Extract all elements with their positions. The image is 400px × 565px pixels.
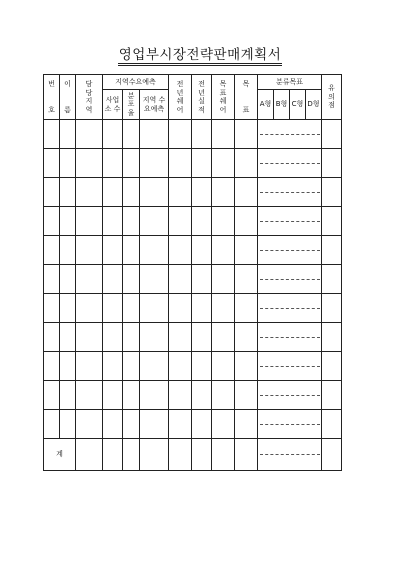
blank-cell: [103, 410, 123, 439]
table-row: [44, 323, 342, 352]
blank-cell: [123, 352, 140, 381]
blank-cell: [212, 178, 235, 207]
header-target-share: 목표쉐어: [212, 75, 235, 120]
blank-cell: [103, 178, 123, 207]
blank-cell: [76, 178, 103, 207]
blank-cell: [60, 352, 76, 381]
remarks-cell: [322, 149, 342, 178]
blank-cell: [192, 149, 212, 178]
blank-cell: [123, 236, 140, 265]
blank-cell: [169, 149, 192, 178]
classification-cell: [258, 120, 322, 149]
blank-cell: [60, 120, 76, 149]
blank-cell: [60, 410, 76, 439]
blank-cell: [60, 236, 76, 265]
blank-cell: [103, 120, 123, 149]
header-type-d: D형: [306, 90, 322, 120]
blank-cell: [76, 120, 103, 149]
blank-cell: [76, 207, 103, 236]
remarks-cell: [322, 410, 342, 439]
blank-cell: [76, 410, 103, 439]
blank-cell: [140, 207, 169, 236]
blank-cell: [44, 294, 60, 323]
blank-cell: [44, 410, 60, 439]
blank-cell: [140, 120, 169, 149]
remarks-cell: [322, 178, 342, 207]
remarks-cell: [322, 120, 342, 149]
remarks-cell: [322, 352, 342, 381]
header-share-ratio: 분포율: [123, 90, 140, 120]
blank-cell: [235, 410, 258, 439]
blank-cell: [103, 207, 123, 236]
table-row: [44, 294, 342, 323]
header-number: 번 호: [44, 75, 60, 120]
blank-cell: [192, 178, 212, 207]
table-row: [44, 352, 342, 381]
blank-cell: [235, 120, 258, 149]
title-underline: [118, 63, 282, 64]
blank-cell: [212, 352, 235, 381]
blank-cell: [76, 323, 103, 352]
classification-cell: [258, 381, 322, 410]
total-label: 계: [44, 439, 76, 471]
blank-cell: [235, 381, 258, 410]
blank-cell: [212, 236, 235, 265]
blank-cell: [192, 323, 212, 352]
blank-cell: [169, 410, 192, 439]
blank-cell: [212, 323, 235, 352]
blank-cell: [192, 410, 212, 439]
classification-cell: [258, 265, 322, 294]
header-area: 담당지역: [76, 75, 103, 120]
blank-cell: [44, 178, 60, 207]
blank-cell: [235, 149, 258, 178]
table-row: [44, 207, 342, 236]
blank-cell: [235, 323, 258, 352]
blank-cell: [169, 294, 192, 323]
blank-cell: [169, 352, 192, 381]
blank-cell: [76, 294, 103, 323]
blank-cell: [60, 149, 76, 178]
header-type-c: C형: [290, 90, 306, 120]
blank-cell: [123, 178, 140, 207]
blank-cell: [140, 178, 169, 207]
classification-cell: [258, 149, 322, 178]
blank-cell: [44, 381, 60, 410]
total-row: [44, 439, 342, 471]
remarks-cell: [322, 294, 342, 323]
blank-cell: [123, 120, 140, 149]
blank-cell: [44, 120, 60, 149]
blank-cell: [235, 207, 258, 236]
blank-cell: [192, 236, 212, 265]
blank-cell: [235, 352, 258, 381]
blank-cell: [123, 294, 140, 323]
blank-cell: [44, 236, 60, 265]
blank-cell: [76, 236, 103, 265]
blank-cell: [212, 381, 235, 410]
classification-cell: [258, 294, 322, 323]
classification-cell: [258, 207, 322, 236]
table-row: [44, 410, 342, 439]
blank-cell: [212, 265, 235, 294]
header-prev-result: 전년실적: [192, 75, 212, 120]
header-type-a: A형: [258, 90, 274, 120]
page-title: 영업부시장전략판매계획서: [118, 47, 282, 63]
table-row: [44, 149, 342, 178]
header-prev-share: 전년쉐어: [169, 75, 192, 120]
table-body: [44, 120, 342, 439]
classification-cell: [258, 439, 322, 471]
blank-cell: [169, 323, 192, 352]
header-regional-demand: 지역 수 요예측: [140, 90, 169, 120]
blank-cell: [123, 381, 140, 410]
table-row: [44, 178, 342, 207]
blank-cell: [235, 178, 258, 207]
blank-cell: [76, 352, 103, 381]
blank-cell: [60, 323, 76, 352]
blank-cell: [103, 323, 123, 352]
blank-cell: [60, 294, 76, 323]
remarks-cell: [322, 381, 342, 410]
blank-cell: [169, 178, 192, 207]
table-row: [44, 265, 342, 294]
blank-cell: [44, 207, 60, 236]
blank-cell: [103, 149, 123, 178]
blank-cell: [103, 352, 123, 381]
blank-cell: [235, 236, 258, 265]
blank-cell: [140, 294, 169, 323]
blank-cell: [192, 352, 212, 381]
blank-cell: [76, 381, 103, 410]
blank-cell: [192, 381, 212, 410]
blank-cell: [192, 207, 212, 236]
blank-cell: [44, 323, 60, 352]
blank-cell: [212, 294, 235, 323]
blank-cell: [123, 265, 140, 294]
blank-cell: [44, 149, 60, 178]
blank-cell: [212, 207, 235, 236]
blank-cell: [192, 120, 212, 149]
blank-cell: [44, 352, 60, 381]
header-remarks: 유의점: [322, 75, 342, 120]
header-business-count: 사업소 수: [103, 90, 123, 120]
sales-plan-table: [43, 74, 342, 471]
blank-cell: [103, 294, 123, 323]
classification-cell: [258, 236, 322, 265]
blank-cell: [44, 265, 60, 294]
table-row: [44, 236, 342, 265]
blank-cell: [103, 381, 123, 410]
blank-cell: [123, 207, 140, 236]
blank-cell: [235, 265, 258, 294]
remarks-cell: [322, 323, 342, 352]
classification-cell: [258, 352, 322, 381]
classification-cell: [258, 178, 322, 207]
blank-cell: [103, 236, 123, 265]
header-type-b: B형: [274, 90, 290, 120]
blank-cell: [140, 352, 169, 381]
blank-cell: [140, 323, 169, 352]
header-name: 이 름: [60, 75, 76, 120]
blank-cell: [169, 265, 192, 294]
remarks-cell: [322, 236, 342, 265]
header-demand-group: 지역수요예측: [103, 75, 169, 90]
header-target: 목 표: [235, 75, 258, 120]
blank-cell: [76, 265, 103, 294]
blank-cell: [192, 265, 212, 294]
blank-cell: [212, 410, 235, 439]
blank-cell: [60, 207, 76, 236]
blank-cell: [76, 149, 103, 178]
remarks-cell: [322, 265, 342, 294]
blank-cell: [123, 410, 140, 439]
table-row: [44, 381, 342, 410]
blank-cell: [140, 265, 169, 294]
blank-cell: [60, 265, 76, 294]
blank-cell: [60, 381, 76, 410]
blank-cell: [123, 149, 140, 178]
classification-cell: [258, 410, 322, 439]
title-underline: [118, 65, 282, 66]
blank-cell: [169, 120, 192, 149]
blank-cell: [140, 410, 169, 439]
blank-cell: [235, 294, 258, 323]
blank-cell: [140, 149, 169, 178]
header-class-group: 분류목표: [258, 75, 322, 90]
classification-cell: [258, 323, 322, 352]
blank-cell: [212, 120, 235, 149]
blank-cell: [169, 236, 192, 265]
blank-cell: [123, 323, 140, 352]
blank-cell: [212, 149, 235, 178]
blank-cell: [169, 381, 192, 410]
blank-cell: [140, 381, 169, 410]
remarks-cell: [322, 207, 342, 236]
table-row: [44, 120, 342, 149]
blank-cell: [60, 178, 76, 207]
blank-cell: [169, 207, 192, 236]
blank-cell: [140, 236, 169, 265]
blank-cell: [103, 265, 123, 294]
blank-cell: [192, 294, 212, 323]
